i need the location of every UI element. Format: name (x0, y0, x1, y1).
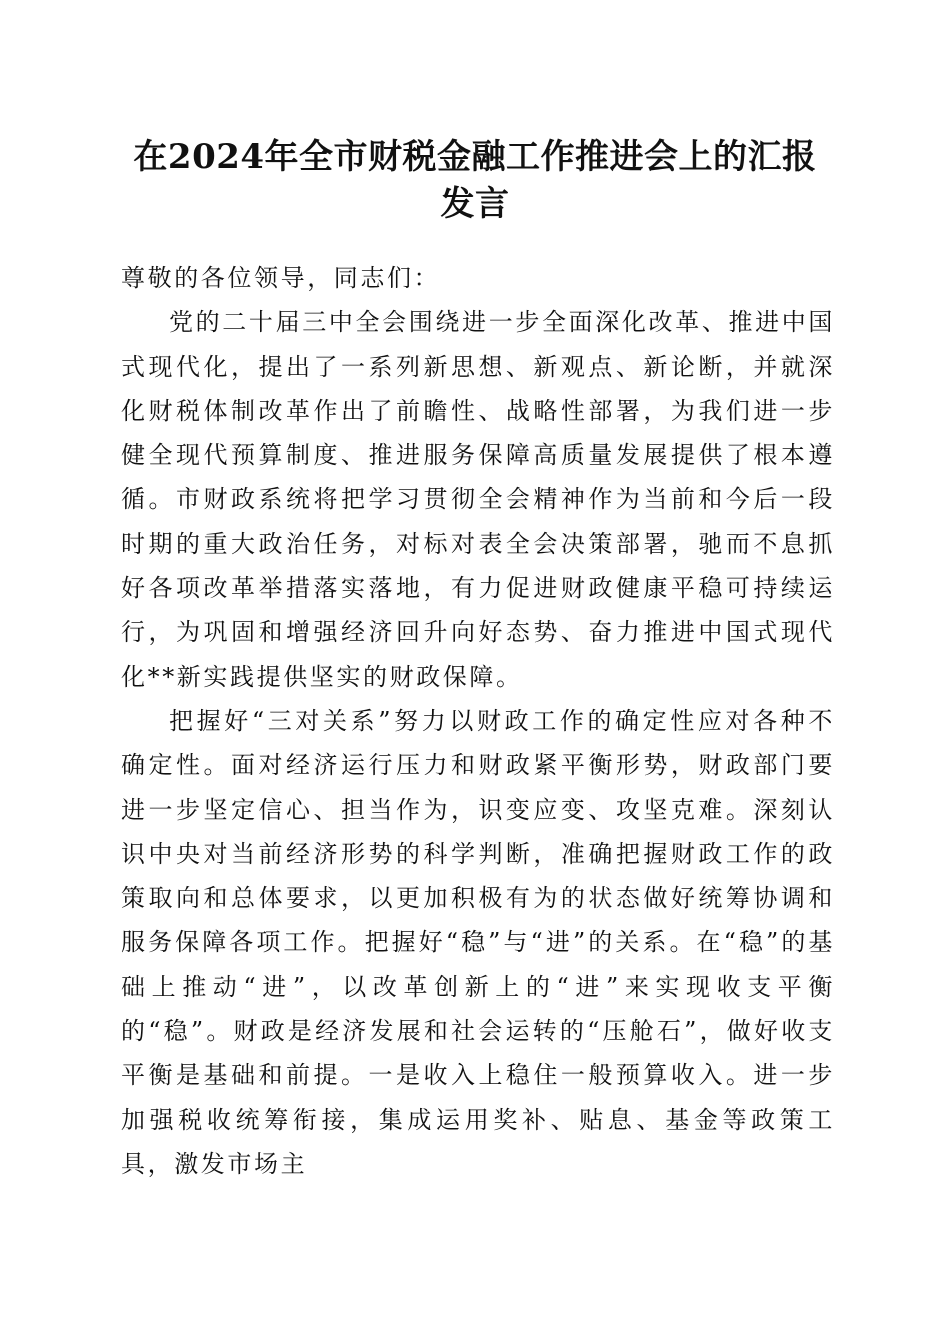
salutation: 尊敬的各位领导，同志们： (121, 264, 441, 292)
document-body (121, 256, 835, 1186)
document-title: 在2024年全市财税金融工作推进会上的汇报发言 (133, 137, 817, 224)
paragraph-1: 党的二十届三中全会围绕进一步全面深化改革、推进中国式现代化，提出了一系列新思想、新观点、新论断，并就深化财税体制改革作出了前瞻性、战略性部署，为我们进一步健全现代预算制度、推进服务保障高质量发展提供了根本遵循。市财政系统将把学习贯彻全会精神作为当前和今后一段时期的重大政治任务，对标对表全会决策部署，驰而不息抓好各项改革举措落实落地，有力促进财政健康平稳可持续运行，为巩固和增强经济回升向好态势、奋力推进中国式现代化**新实践提供坚实的财政保障。 (121, 308, 835, 691)
paragraph-2: 把握好“三对关系”努力以财政工作的确定性应对各种不确定性。面对经济运行压力和财政紧平衡形势，财政部门要进一步坚定信心、担当作为，识变应变、攻坚克难。深刻认识中央对当前经济形势的科学判断，准确把握财政工作的政策取向和总体要求，以更加积极有为的状态做好统筹协调和服务保障各项工作。把握好“稳”与“进”的关系。在“稳”的基础上推动“进”，以改革创新上的“进”来实现收支平衡的“稳”。财政是经济发展和社会运转的“压舱石”，做好收支平衡是基础和前提。一是收入上稳住一般预算收入。进一步加强税收统筹衔接，集成运用奖补、贴息、基金等政策工具，激发市场主 (121, 706, 835, 1178)
